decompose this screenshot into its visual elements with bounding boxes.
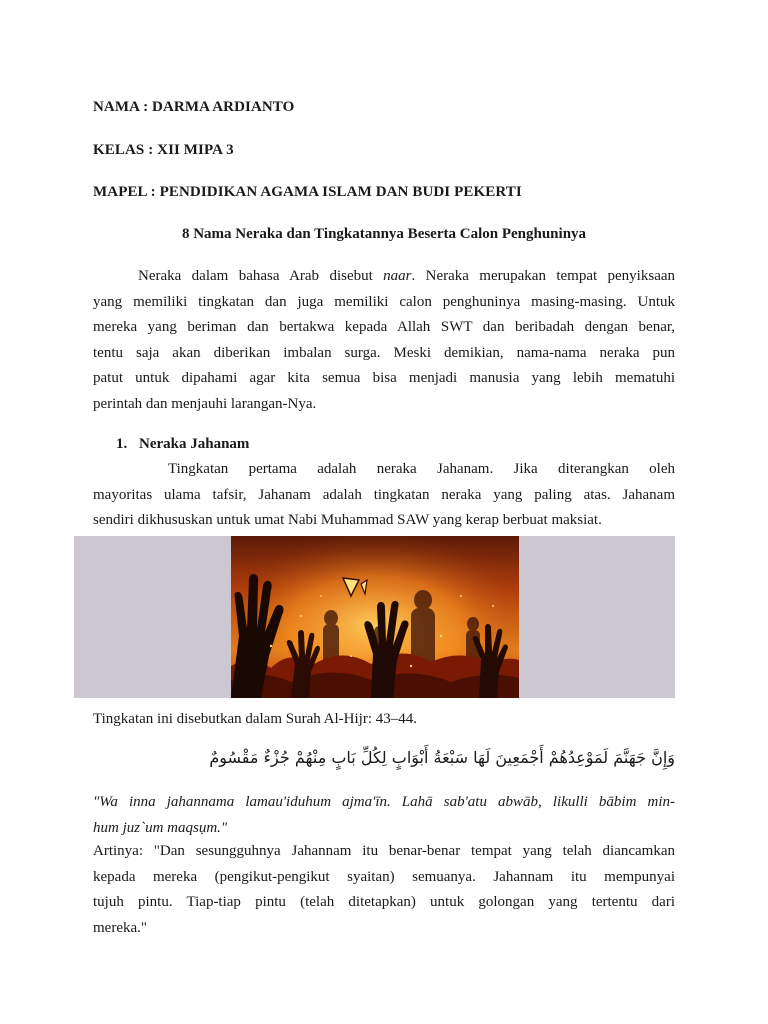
student-class: KELAS : XII MIPA 3	[93, 142, 234, 158]
intro-line-4: tentu saja akan diberikan imbalan surga. Meski demikian, nama-nama neraka pun	[93, 344, 675, 361]
surah-reference: Tingkatan ini disebutkan dalam Surah Al-Hijr: 43–44.	[93, 711, 418, 727]
jahanam-line-3: sendiri dikhususkan untuk umat Nabi Muhammad SAW yang kerap berbuat maksiat.	[93, 512, 602, 528]
translation-line-1: Artinya: "Dan sesungguhnya Jahannam itu benar-benar tempat yang telah diancamkan	[93, 843, 675, 859]
translation-line-3: tujuh pintu. Tiap-tiap pintu (telah ditetapkan) untuk golongan yang tertentu dari	[93, 894, 675, 910]
document-title: 8 Nama Neraka dan Tingkatannya Beserta Calon Penghuninya	[181, 226, 587, 242]
intro-line-3: mereka yang beriman dan bertakwa kepada Allah SWT dan beribadah dengan benar,	[93, 319, 675, 335]
intro-line-5: patut untuk dipahami agar kita semua bisa menjadi manusia yang lebih mematuhi	[93, 370, 675, 386]
intro-line-2: yang memiliki tingkatan dan juga memiliki calon penghuninya masing-masing. Untuk	[93, 293, 675, 310]
jahanam-line-2: mayoritas ulama tafsir, Jahanam adalah tingkatan neraka yang paling atas. Jahanam	[93, 486, 675, 503]
transliteration-line-2: hum juz`um maqsụm."	[93, 819, 228, 836]
intro-line-1: Neraka dalam bahasa Arab disebut naar. Neraka merupakan tempat penyiksaan	[138, 268, 676, 284]
section-number: 1.	[116, 436, 128, 452]
arabic-verse: وَإِنَّ جَهَنَّمَ لَمَوْعِدُهُمْ أَجْمَعِينَ لَهَا سَبْعَةُ أَبْوَابٍ لِكُلِّ بَابٍ مِنْهُمْ جُزْءٌ مَقْسُومٌ	[209, 748, 675, 767]
hell-fire-illustration	[231, 536, 519, 698]
transliteration	[93, 790, 675, 841]
translation-line-2: kepada mereka (pengikut-pengikut syaitan) semuanya. Jahannam itu mempunyai	[93, 868, 675, 885]
student-name: NAMA : DARMA ARDIANTO	[93, 99, 295, 115]
intro-paragraph	[93, 264, 675, 417]
intro-line-6: perintah dan menjauhi larangan-Nya.	[93, 395, 317, 412]
naar-term: naar	[383, 268, 412, 284]
translation-paragraph	[93, 839, 675, 941]
section-heading-text: Neraka Jahanam	[139, 436, 250, 452]
section-heading-jahanam	[116, 436, 249, 453]
translation-line-4: mereka."	[93, 919, 148, 936]
subject: MAPEL : PENDIDIKAN AGAMA ISLAM DAN BUDI PEKERTI	[93, 184, 522, 200]
jahanam-line-1: Tingkatan pertama adalah neraka Jahanam. Jika diterangkan oleh	[168, 461, 675, 477]
hell-fire-image	[231, 536, 519, 698]
jahanam-paragraph	[93, 457, 675, 534]
transliteration-line-1: "Wa inna jahannama lamau'iduhum ajma'īn. Lahā sab'atu abwāb, likulli bābim min-	[93, 794, 675, 810]
